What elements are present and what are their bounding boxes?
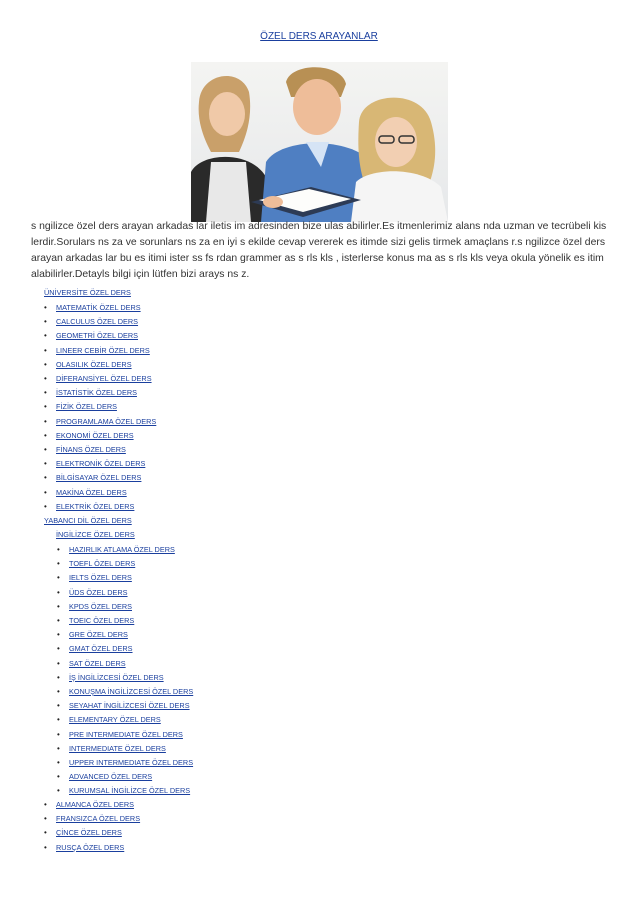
course-link[interactable]: MATEMATİK ÖZEL DERS <box>56 303 141 312</box>
list-item <box>44 400 156 414</box>
list-item <box>57 600 193 614</box>
course-link[interactable]: SAT ÖZEL DERS <box>69 658 126 668</box>
list-item <box>57 685 193 699</box>
list-item <box>57 699 193 713</box>
course-link[interactable]: ELEMENTARY ÖZEL DERS <box>69 715 161 725</box>
yabanci-dil-link[interactable] <box>44 516 132 526</box>
ingilizce-link-text[interactable]: İNGİLİZCE ÖZEL DERS <box>56 530 135 539</box>
list-item <box>44 486 156 500</box>
list-item <box>44 457 156 471</box>
list-item <box>44 798 140 812</box>
list-item <box>44 471 156 485</box>
course-link[interactable]: UPPER INTERMEDIATE ÖZEL DERS <box>69 758 194 768</box>
course-link[interactable]: BİLGİSAYAR ÖZEL DERS <box>56 473 142 483</box>
list-item <box>57 543 193 557</box>
list-item <box>44 812 140 826</box>
page-title-link[interactable]: ÖZEL DERS ARAYANLAR <box>260 31 378 42</box>
course-link[interactable]: ADVANCED ÖZEL DERS <box>69 772 153 782</box>
course-link[interactable]: HAZIRLIK ATLAMA ÖZEL DERS <box>69 545 175 554</box>
list-item <box>44 429 156 443</box>
course-link[interactable]: CALCULUS ÖZEL DERS <box>56 317 139 327</box>
list-item <box>57 642 193 656</box>
course-link[interactable]: İŞ İNGİLİZCESİ ÖZEL DERS <box>69 672 164 682</box>
page-title[interactable] <box>0 31 638 43</box>
course-link[interactable]: MAKİNA ÖZEL DERS <box>56 487 127 497</box>
course-link[interactable]: ÇİNCE ÖZEL DERS <box>56 828 122 838</box>
list-item <box>57 571 193 585</box>
list-item <box>57 614 193 628</box>
list-item <box>44 500 156 514</box>
list-item <box>44 415 156 429</box>
course-link[interactable]: ÜDS ÖZEL DERS <box>69 587 128 597</box>
universite-link-text[interactable]: ÜNİVERSİTE ÖZEL DERS <box>44 288 131 297</box>
course-link[interactable]: FRANSIZCA ÖZEL DERS <box>56 814 141 824</box>
course-link[interactable]: KPDS ÖZEL DERS <box>69 601 132 611</box>
universite-list <box>44 301 156 514</box>
list-item <box>44 301 156 315</box>
yabanci-dil-link-text[interactable]: YABANCI DİL ÖZEL DERS <box>44 516 132 525</box>
course-link[interactable]: GMAT ÖZEL DERS <box>69 644 133 654</box>
course-link[interactable]: DİFERANSİYEL ÖZEL DERS <box>56 374 152 384</box>
course-link[interactable]: IELTS ÖZEL DERS <box>69 573 132 583</box>
list-item <box>44 329 156 343</box>
course-link[interactable]: ELEKTRONİK ÖZEL DERS <box>56 459 146 469</box>
course-link[interactable]: İSTATİSTİK ÖZEL DERS <box>56 388 137 398</box>
list-item <box>57 671 193 685</box>
list-item <box>44 841 140 855</box>
course-link[interactable]: KURUMSAL İNGİLİZCE ÖZEL DERS <box>69 786 191 796</box>
list-item <box>57 628 193 642</box>
list-item <box>44 386 156 400</box>
list-item <box>44 315 156 329</box>
course-link[interactable]: TOEIC ÖZEL DERS <box>69 616 135 626</box>
course-link[interactable]: GRE ÖZEL DERS <box>69 630 128 640</box>
list-item <box>57 557 193 571</box>
intro-paragraph: s ngilizce özel ders arayan arkadas lar iletis im adresinden bize ulas abilirler.Es itmenlerimiz alans nda uzman ve tecrübeli kis lerdir.Sorulars ns za ve sorunlars ns za en iyi s ekilde cevap vererek es itimde sizi gelis tirmek amaçlans r.s ngilizce özel ders arayan arkadas lar bu es itimi ister ss fs rdan grammer as s rls kls , isterlerse konus ma as s rls kls veya okula yönelik es itim alabilirler.Detayls bilgi için lütfen bizi arays ns z. <box>31 221 607 280</box>
list-item <box>57 728 193 742</box>
list-item <box>44 443 156 457</box>
course-link[interactable]: EKONOMİ ÖZEL DERS <box>56 430 134 440</box>
list-item <box>44 358 156 372</box>
course-link[interactable]: KONUŞMA İNGİLİZCESİ ÖZEL DERS <box>69 687 194 697</box>
course-link[interactable]: ALMANCA ÖZEL DERS <box>56 800 134 809</box>
course-link[interactable]: PRE INTERMEDIATE ÖZEL DERS <box>69 729 183 739</box>
course-link[interactable]: SEYAHAT İNGİLİZCESİ ÖZEL DERS <box>69 701 190 711</box>
list-item <box>57 713 193 727</box>
list-item <box>44 344 156 358</box>
list-item <box>44 372 156 386</box>
ingilizce-link[interactable] <box>56 530 135 540</box>
list-item <box>57 784 193 798</box>
list-item <box>57 742 193 756</box>
other-languages-list <box>44 798 140 855</box>
course-link[interactable]: OLASILIK ÖZEL DERS <box>56 359 132 369</box>
list-item <box>44 826 140 840</box>
students-photo <box>191 62 448 222</box>
list-item <box>57 756 193 770</box>
course-link[interactable]: RUSÇA ÖZEL DERS <box>56 842 125 852</box>
course-link[interactable]: INTERMEDIATE ÖZEL DERS <box>69 743 166 753</box>
course-link[interactable]: ELEKTRİK ÖZEL DERS <box>56 501 135 511</box>
universite-link[interactable] <box>44 288 131 298</box>
course-link[interactable]: FİNANS ÖZEL DERS <box>56 445 126 455</box>
ingilizce-list <box>57 543 193 799</box>
list-item <box>57 586 193 600</box>
course-link[interactable]: LINEER CEBİR ÖZEL DERS <box>56 345 150 355</box>
course-link[interactable]: GEOMETRİ ÖZEL DERS <box>56 331 139 341</box>
course-link[interactable]: TOEFL ÖZEL DERS <box>69 559 136 569</box>
course-link[interactable]: FİZİK ÖZEL DERS <box>56 402 117 412</box>
course-link[interactable]: PROGRAMLAMA ÖZEL DERS <box>56 416 157 426</box>
list-item <box>57 770 193 784</box>
list-item <box>57 657 193 671</box>
